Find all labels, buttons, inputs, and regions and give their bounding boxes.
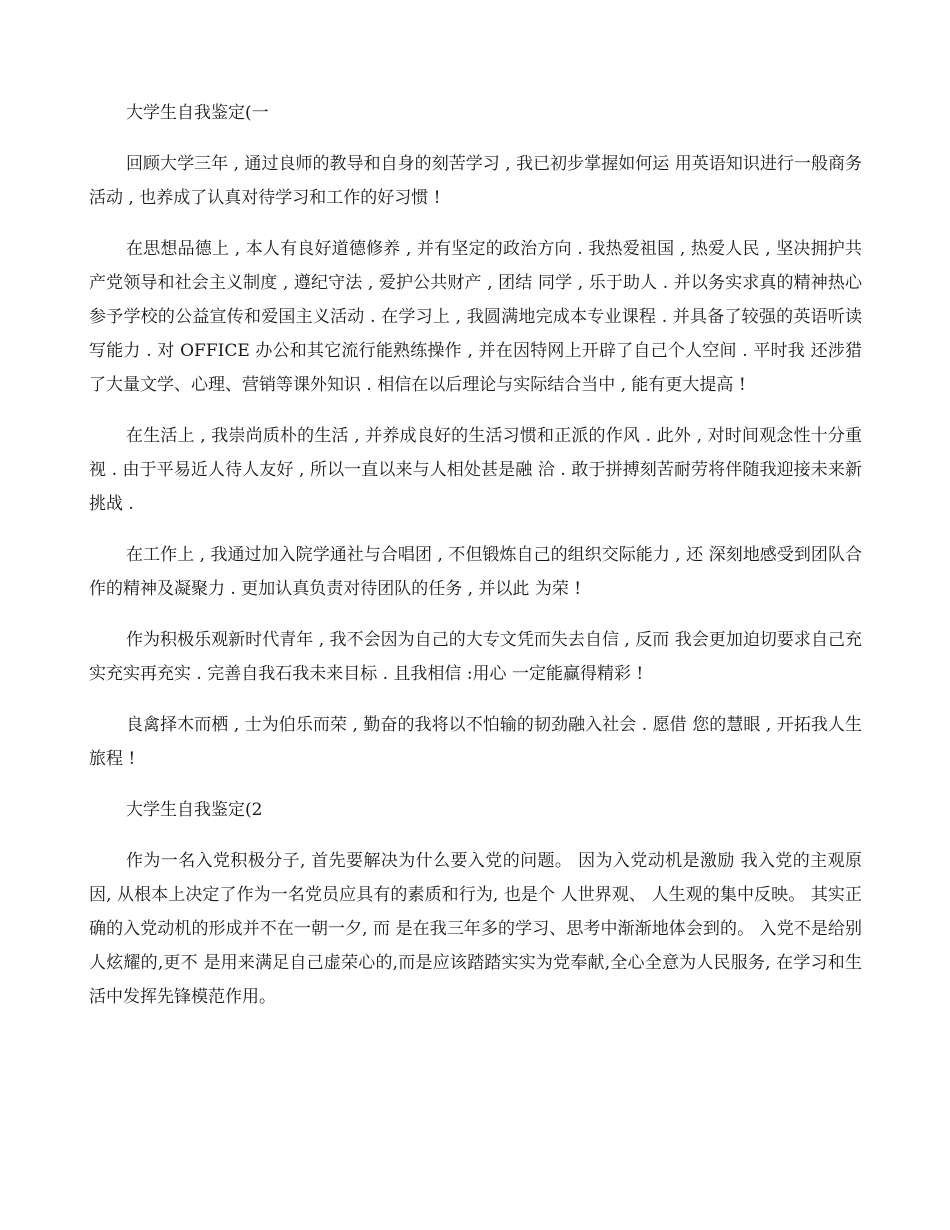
section-1-paragraph-5: 作为积极乐观新时代青年 , 我不会因为自己的大专文凭而失去自信 , 反而 我会更加迫切要求自己充实充实再充实 . 完善自我石我未来目标 . 且我相信 :用心 一定能赢得精彩 ! (89, 630, 862, 684)
section-1-title: 大学生自我鉴定(一 (126, 103, 269, 123)
document-body (89, 96, 862, 1031)
section-1-paragraph-1: 回顾大学三年 , 通过良师的教导和自身的刻苦学习 , 我已初步掌握如何运 用英语知识进行一般商务活动 , 也养成了认真对待学习和工作的好习惯 ! (89, 154, 862, 208)
section-1-paragraph-6: 良禽择木而栖 , 士为伯乐而荣 , 勤奋的我将以不怕输的韧劲融入社会 . 愿借 您的慧眼 , 开拓我人生旅程 ! (89, 715, 862, 769)
section-2-paragraph-1: 作为一名入党积极分子, 首先要解决为什么要入党的问题。 因为入党动机是激励 我入党的主观原因, 从根本上决定了作为一名党员应具有的素质和行为, 也是个 人世界观、 人生观的集中反映。 其实正确的入党动机的形成并不在一朝一夕, 而 是在我三年多的学习、思考中渐渐地体会到的。 入党不是给别人炫耀的,更不 是用来满足自己虚荣心的,而是应该踏踏实实为党奉献,全心全意为人民服务, 在学习和生活中发挥先锋模范作用。 (89, 851, 862, 1007)
section-1-paragraph-3: 在生活上 , 我崇尚质朴的生活 , 并养成良好的生活习惯和正派的作风 . 此外 , 对时间观念性十分重视 . 由于平易近人待人友好 , 所以一直以来与人相处甚是融 洽 . 敢于拼搏刻苦耐劳将伴随我迎接未来新挑战 . (89, 426, 862, 514)
section-1-paragraph-2: 在思想品德上 , 本人有良好道德修养 , 并有坚定的政治方向 . 我热爱祖国 , 热爱人民 , 坚决拥护共产党领导和社会主义制度 , 遵纪守法 , 爱护公共财产 , 团结 同学 , 乐于助人 . 并以务实求真的精神热心参予学校的公益宣传和爱国主义活动 . 在学习上 , 我圆满地完成本专业课程 . 并具备了较强的英语听读写能力 . 对 OFFICE 办公和其它流行能熟练操作 , 并在因特网上开辟了自己个人空间 . 平时我 还涉猎了大量文学、心理、营销等课外知识 . 相信在以后理论与实际结合当中 , 能有更大提高 ! (89, 239, 862, 395)
section-1-paragraph-4: 在工作上 , 我通过加入院学通社与合唱团 , 不但锻炼自己的组织交际能力 , 还 深刻地感受到团队合作的精神及凝聚力 . 更加认真负责对待团队的任务 , 并以此 为荣 ! (89, 545, 862, 599)
section-2-title: 大学生自我鉴定(2 (126, 800, 263, 820)
